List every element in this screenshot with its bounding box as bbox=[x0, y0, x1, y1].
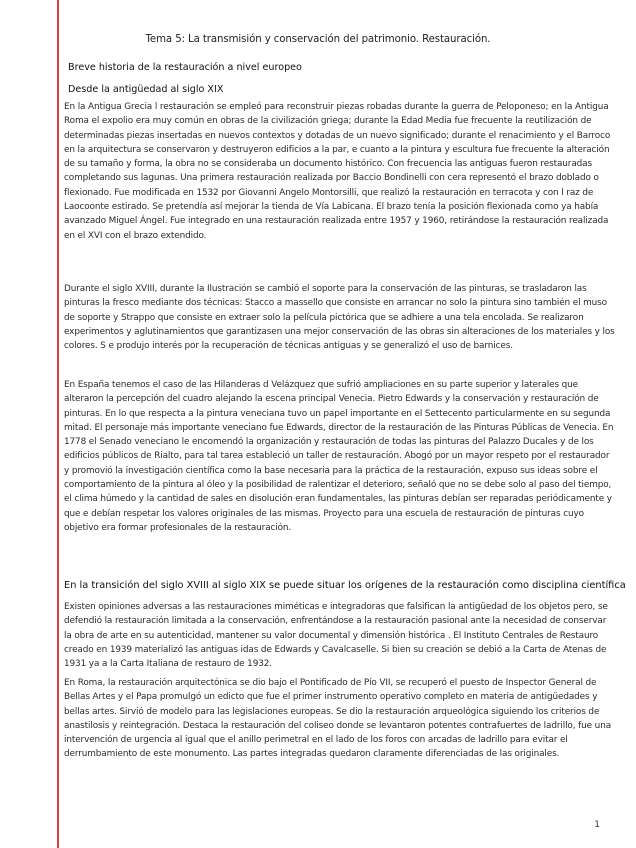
page-title: Tema 5: La transmisión y conservación del patrimonio. Restauración. bbox=[145, 34, 491, 45]
paragraph-antiquity: En la Antigua Grecia l restauración se empleó para reconstruir piezas robadas durante la guerra de Peloponeso; en la Antigua Roma el expolio era muy común en obras de la civilización griega; durante la Edad Media fue frecuente la reutilización de determinadas piezas insertadas en nuevos contextos y dotadas de un nuevo significado; durante el renacimiento y el Barroco en la arquitectura se conservaron y destruyeron edificios a la par, e cuanto a la pintura y escultura fue frecuente la alteración de su tamaño y forma, la obra no se consideraba un documento histórico. Con frecuencia las antiguas fueron restauradas completando sus lagunas. Una primera restauración realizada por Baccio Bondinelli con cera representó el brazo doblado o flexionado. Fue modificada en 1532 por Giovanni Angelo Montorsilli, que realizó la restauración en terracota y con l raz de Laocoonte estirado. Se pretendía así mejorar la tienda de Vía Labicana. El brazo tenía la posición flexionada como ya había avanzado Miguel Ángel. Fue integrado en una restauración realizada entre 1957 y 1960, retirándose la restauración realizada en el XVI con el brazo extendido. bbox=[64, 102, 611, 241]
paragraph-opinions: Existen opiniones adversas a las restauraciones miméticas e integradoras que falsifican la antigüedad de los objetos pero, se defendió la restauración limitada a la conservación, enfrentándose a la restauración pasional ante la necesidad de conservar la obra de arte en su autenticidad, mantener su valor documental y dimensión histórica . El Instituto Centrales de Restauro creado en 1939 materializó las antiguas idas de Edwards y Cavalcaselle. Si bien su creación se debió a la Carta de Atenas de 1931 ya a la Carta Italiana de restauro de 1932. bbox=[64, 602, 608, 670]
page-number: 1 bbox=[594, 820, 600, 830]
section-heading-transition: En la transición del siglo XVIII al siglo XIX se puede situar los orígenes de la restauración como disciplina científica bbox=[64, 580, 626, 591]
paragraph-spain-venice: En España tenemos el caso de las Hilanderas d Velázquez que sufrió ampliaciones en su parte superior y laterales que alteraron la percepción del cuadro alejando la escena principal Venecia. Pietro Edwards y la conservación y restauración de pinturas. En lo que respecta a la pintura veneciana tuvo un papel importante en el Settecento particularmente en su segunda mitad. El personaje más importante veneciano fue Edwards, director de la restauración de las Pinturas Públicas de Venecia. En 1778 el Senado veneciano le encomendó la organización y restauración de todas las pinturas del Palazzo Ducales y de los edificios públicos de Rialto, para tal tarea estableció un taller de restauración. Abogó por un mayor respeto por el restaurador y promovió la investigación científica como la base necesaria para la práctica de la restauración, expuso sus ideas sobre el comportamiento de la pintura al óleo y la posibilidad de ralentizar el deterioro, señaló que no se debe solo al paso del tiempo, el clima húmedo y la cantidad de sales en disolución eran fundamentales, las pinturas debían ser reparadas periódicamente y que e debían respetar los valores originales de las mismas. Proyecto para una escuela de restauración de pinturas cuyo objetivo era formar profesionales de la restauración. bbox=[64, 380, 614, 533]
section-heading-history: Breve historia de la restauración a nivel europeo bbox=[68, 62, 302, 73]
paragraph-rome: En Roma, la restauración arquitectónica se dio bajo el Pontificado de Pío VII, se recuperó el puesto de Inspector General de Bellas Artes y el Papa promulgó un edicto que fue el primer instrumento operativo completo en materia de antigüedades y bellas artes. Sirvió de modelo para las legislaciones europeas. Se dio la restauración arqueológica siguiendo los criterios de anastilosis y reintegración. Destaca la restauración del coliseo donde se levantaron potentes contrafuertes de ladrillo, fue una intervención de urgencia al igual que el anillo perimetral en el lado de los foros con arcadas de ladrillo para evitar el derrumbamiento de este monumento. Las partes integradas quedaron claramente diferenciadas de las originales. bbox=[64, 678, 612, 760]
red-margin-line bbox=[57, 0, 59, 848]
section-heading-antiquity: Desde la antigüedad al siglo XIX bbox=[68, 84, 224, 95]
paragraph-illustration: Durante el siglo XVIII, durante la Ilustración se cambió el soporte para la conservación de las pinturas, se trasladaron las pinturas la fresco mediante dos técnicas: Stacco a massello que consiste en arrancar no solo la pintura sino también el muso de soporte y Strappo que consiste en extraer solo la película pictórica que se adhiere a una tela encolada. Se realizaron experimentos y aglutinamientos que garantizasen una mejor conservación de las obras sin alteraciones de los materiales y los colores. S e produjo interés por la recuperación de técnicas antiguas y se generalizó el uso de barnices. bbox=[64, 284, 615, 352]
